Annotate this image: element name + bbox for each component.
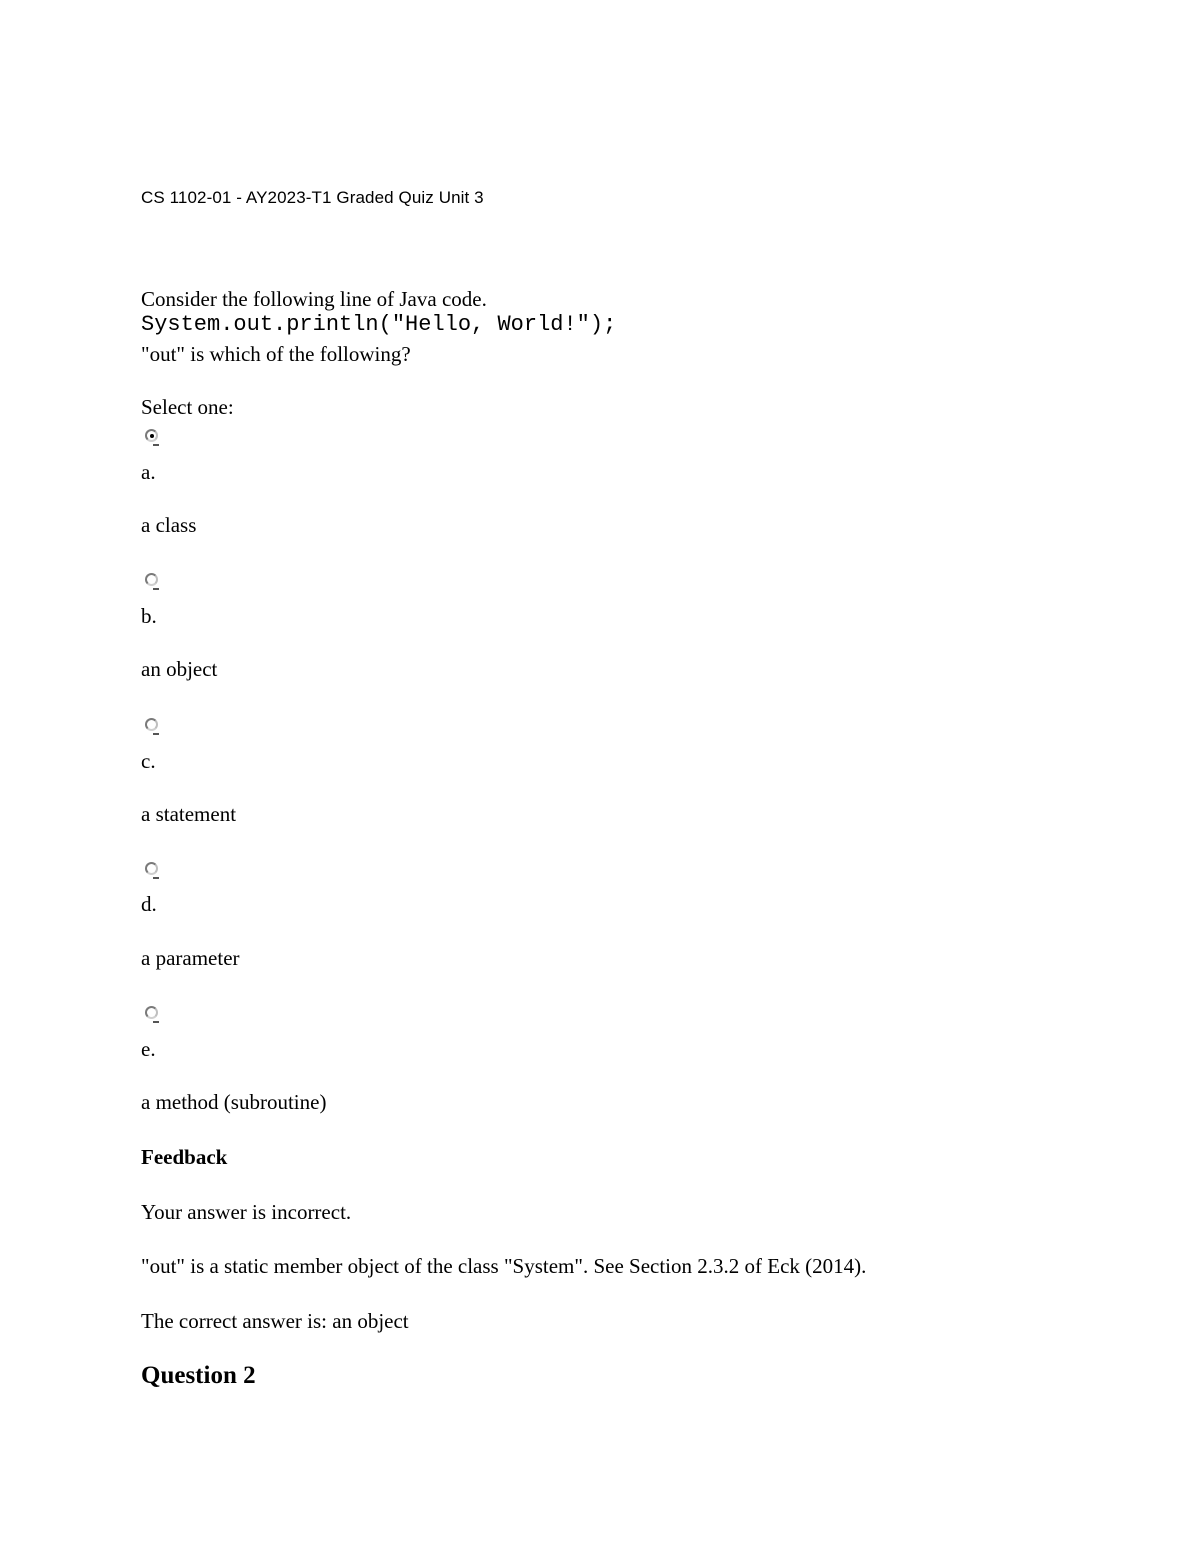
- option-letter: d.: [141, 892, 157, 916]
- quiz-title: CS 1102-01 - AY2023-T1 Graded Quiz Unit 3: [141, 188, 484, 207]
- radio-button-c[interactable]: [145, 718, 158, 731]
- radio-button-a[interactable]: [145, 429, 158, 442]
- radio-button-e[interactable]: [145, 1006, 158, 1019]
- radio-shadow-c: [153, 733, 159, 735]
- question-code: System.out.println("Hello, World!");: [141, 312, 617, 337]
- option-text: an object: [141, 657, 218, 681]
- radio-button-d[interactable]: [145, 862, 158, 875]
- feedback-explanation: "out" is a static member object of the class "System". See Section 2.3.2 of Eck (2014).: [141, 1254, 867, 1278]
- radio-button-b[interactable]: [145, 573, 158, 586]
- option-letter: e.: [141, 1037, 156, 1061]
- feedback-heading: Feedback: [141, 1145, 228, 1169]
- option-letter: a.: [141, 460, 156, 484]
- option-text: a statement: [141, 802, 237, 826]
- correct-answer: The correct answer is: an object: [141, 1309, 409, 1333]
- option-letter: c.: [141, 749, 156, 773]
- select-one-label: Select one:: [141, 395, 234, 419]
- radio-shadow-e: [153, 1021, 159, 1023]
- radio-shadow-b: [153, 588, 159, 590]
- question-2-heading: Question 2: [141, 1362, 256, 1389]
- option-letter: b.: [141, 604, 157, 628]
- question-prompt: "out" is which of the following?: [141, 342, 411, 366]
- question-intro: Consider the following line of Java code.: [141, 287, 487, 311]
- option-text: a class: [141, 513, 197, 537]
- radio-shadow-a: [153, 444, 159, 446]
- option-text: a method (subroutine): [141, 1090, 327, 1114]
- radio-shadow-d: [153, 877, 159, 879]
- option-text: a parameter: [141, 946, 240, 970]
- feedback-result: Your answer is incorrect.: [141, 1200, 352, 1224]
